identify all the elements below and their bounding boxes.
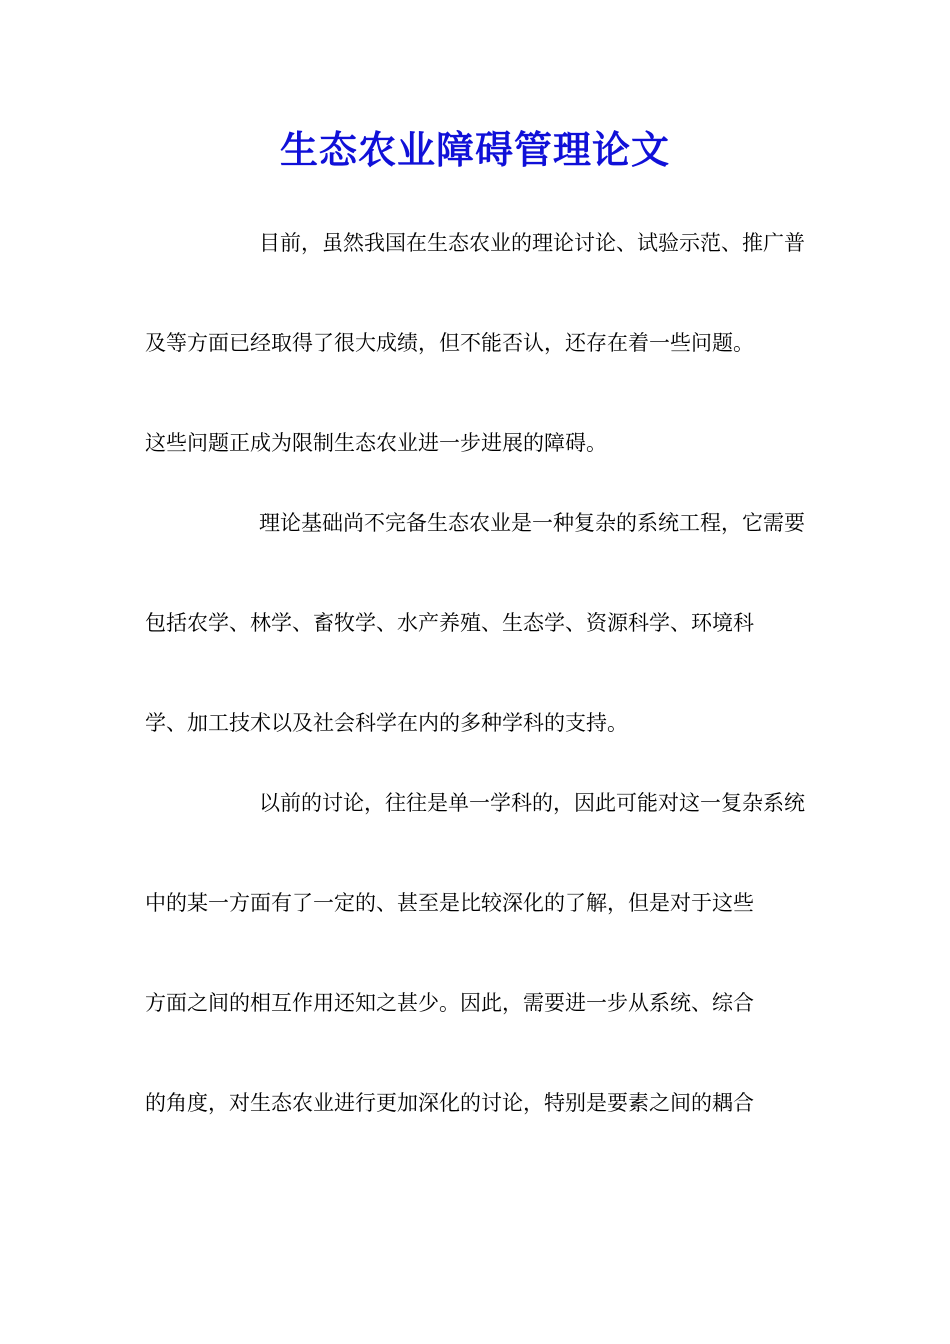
paragraph-1-line-3: 这些问题正成为限制生态农业进一步进展的障碍。 <box>145 431 607 455</box>
paragraph-2-line-2: 包括农学、林学、畜牧学、水产养殖、生态学、资源科学、环境科 <box>145 611 754 635</box>
paragraph-1-line-1: 目前，虽然我国在生态农业的理论讨论、试验示范、推广普 <box>259 231 805 255</box>
document-title: 生态农业障碍管理论文 <box>279 127 670 172</box>
paragraph-1-line-2: 及等方面已经取得了很大成绩，但不能否认，还存在着一些问题。 <box>145 331 754 355</box>
paragraph-3-line-4: 的角度，对生态农业进行更加深化的讨论，特别是要素之间的耦合 <box>145 1091 754 1115</box>
paragraph-3-line-2: 中的某一方面有了一定的、甚至是比较深化的了解，但是对于这些 <box>145 891 754 915</box>
paragraph-2-line-3: 学、加工技术以及社会科学在内的多种学科的支持。 <box>145 711 628 735</box>
paragraph-2-line-1: 理论基础尚不完备生态农业是一种复杂的系统工程，它需要 <box>259 511 805 535</box>
paragraph-3-line-1: 以前的讨论，往往是单一学科的，因此可能对这一复杂系统 <box>259 791 805 815</box>
paragraph-3-line-3: 方面之间的相互作用还知之甚少。因此，需要进一步从系统、综合 <box>145 991 754 1015</box>
